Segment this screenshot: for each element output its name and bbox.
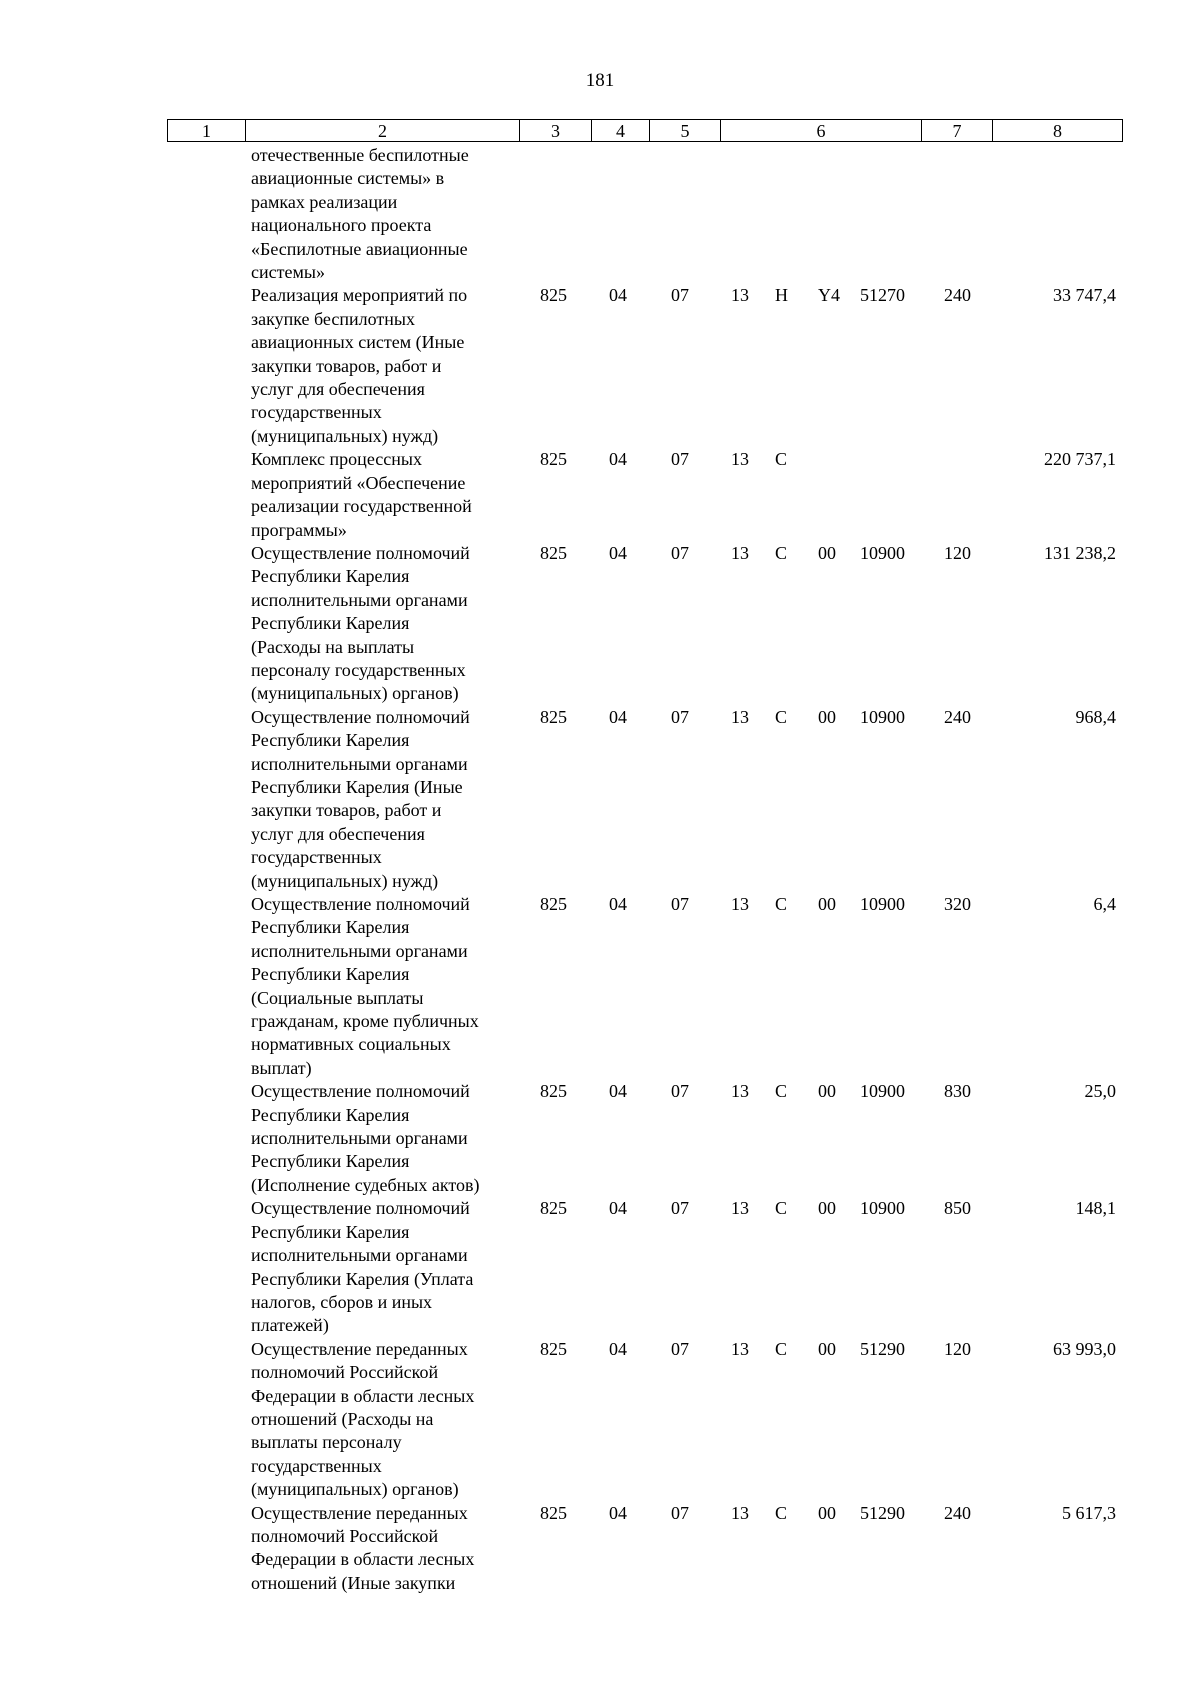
- cell-col5: 07: [671, 285, 689, 306]
- cell-col7: 240: [944, 1502, 971, 1523]
- cell-col3: 825: [540, 1338, 567, 1359]
- table-row: [0, 1080, 1200, 1197]
- table-body: [0, 144, 1200, 1595]
- cell-col8: 6,4: [1093, 894, 1116, 914]
- cell-col7: 830: [944, 1081, 971, 1102]
- cell-col4: 04: [609, 1502, 627, 1523]
- cell-col6-part1: 13: [731, 542, 749, 563]
- cell-col3: 825: [540, 1502, 567, 1523]
- cell-col6-part3: 00: [818, 1081, 836, 1102]
- cell-col6-part1: 13: [731, 1081, 749, 1102]
- cell-col3: 825: [540, 1198, 567, 1219]
- cell-col6-part1: 13: [731, 894, 749, 914]
- cell-col8: 33 747,4: [1053, 285, 1116, 306]
- cell-col7: 320: [944, 894, 971, 914]
- cell-col6-part2: С: [775, 449, 788, 470]
- cell-col7: 850: [944, 1198, 971, 1219]
- cell-col3: 825: [540, 894, 567, 914]
- cell-col6-part4: 10900: [860, 1198, 905, 1219]
- cell-col5: 07: [671, 1338, 689, 1359]
- column-header-8: 8: [993, 120, 1123, 142]
- cell-col6-part2: С: [775, 1338, 788, 1359]
- cell-col3: 825: [540, 449, 567, 470]
- column-header-1: 1: [168, 120, 246, 142]
- cell-col6-part1: 13: [731, 706, 749, 727]
- cell-col6-part2: Н: [775, 285, 788, 306]
- cell-col7: 240: [944, 285, 971, 306]
- cell-col6-part4: 10900: [860, 706, 905, 727]
- cell-col3: 825: [540, 1081, 567, 1102]
- cell-col5: 07: [671, 894, 689, 914]
- table-row: [0, 1502, 1200, 1596]
- cell-col4: 04: [609, 285, 627, 306]
- cell-col6-part1: 13: [731, 1502, 749, 1523]
- cell-col6-part1: 13: [731, 285, 749, 306]
- table-row: [0, 542, 1200, 706]
- cell-col6-part4: 10900: [860, 542, 905, 563]
- row-description: Осуществление переданных полномочий Российской Федерации в области лесных отношений (Расходы на выплаты персоналу государственных (муниципальных) органов): [251, 1338, 475, 1500]
- table-row: [0, 706, 1200, 893]
- column-header-7: 7: [922, 120, 993, 142]
- page-number: 181: [585, 70, 615, 91]
- cell-col6-part2: С: [775, 1081, 788, 1102]
- column-header-row: [168, 120, 1123, 142]
- row-description: отечественные беспилотные авиационные системы» в рамках реализации национального проекта «Беспилотные авиационные системы»: [251, 145, 469, 283]
- cell-col6-part2: С: [775, 894, 788, 914]
- cell-col6-part3: 00: [818, 706, 836, 727]
- cell-col6-part4: 51290: [860, 1338, 905, 1359]
- cell-col8: 63 993,0: [1053, 1338, 1116, 1359]
- cell-col5: 07: [671, 706, 689, 727]
- cell-col5: 07: [671, 542, 689, 563]
- cell-col5: 07: [671, 1502, 689, 1523]
- cell-col6-part4: 51270: [860, 285, 905, 306]
- row-description: Осуществление полномочий Республики Карелия исполнительными органами Республики Карелия (Уплата налогов, сборов и иных платежей): [251, 1198, 474, 1336]
- cell-col6-part1: 13: [731, 449, 749, 470]
- cell-col6-part3: 00: [818, 1338, 836, 1359]
- cell-col8: 131 238,2: [1044, 542, 1116, 563]
- column-header-5: 5: [650, 120, 721, 142]
- cell-col3: 825: [540, 285, 567, 306]
- cell-col4: 04: [609, 542, 627, 563]
- row-description: Осуществление переданных полномочий Российской Федерации в области лесных отношений (Иные закупки: [251, 1502, 475, 1593]
- row-description: Осуществление полномочий Республики Карелия исполнительными органами Республики Карелия (Социальные выплаты гражданам, кроме публичных нормативных социальных выплат): [251, 894, 479, 1078]
- column-header-6: 6: [721, 120, 922, 142]
- table-row: [0, 893, 1200, 1080]
- cell-col6-part2: С: [775, 1198, 788, 1219]
- table-row: [0, 1338, 1200, 1502]
- cell-col6-part4: 10900: [860, 1081, 905, 1102]
- column-header-3: 3: [520, 120, 592, 142]
- cell-col6-part2: С: [775, 542, 788, 563]
- cell-col6-part1: 13: [731, 1198, 749, 1219]
- cell-col6-part3: Y4: [818, 285, 840, 306]
- cell-col6-part3: 00: [818, 1198, 836, 1219]
- cell-col6-part2: С: [775, 1502, 788, 1523]
- cell-col6-part3: 00: [818, 894, 836, 914]
- cell-col8: 968,4: [1075, 706, 1116, 727]
- cell-col5: 07: [671, 1081, 689, 1102]
- cell-col6-part1: 13: [731, 1338, 749, 1359]
- cell-col6-part4: 51290: [860, 1502, 905, 1523]
- cell-col4: 04: [609, 449, 627, 470]
- cell-col4: 04: [609, 706, 627, 727]
- cell-col5: 07: [671, 449, 689, 470]
- row-description: Комплекс процессных мероприятий «Обеспечение реализации государственной программы»: [251, 449, 472, 540]
- cell-col8: 5 617,3: [1062, 1502, 1116, 1523]
- cell-col6-part4: 10900: [860, 894, 905, 914]
- cell-col7: 120: [944, 542, 971, 563]
- cell-col8: 220 737,1: [1044, 449, 1116, 470]
- row-description: Осуществление полномочий Республики Карелия исполнительными органами Республики Карелия (Исполнение судебных актов): [251, 1081, 480, 1195]
- cell-col4: 04: [609, 1081, 627, 1102]
- cell-col3: 825: [540, 542, 567, 563]
- cell-col7: 240: [944, 706, 971, 727]
- table-row: [0, 448, 1200, 542]
- table-row: [0, 144, 1200, 284]
- cell-col4: 04: [609, 1338, 627, 1359]
- column-header-2: 2: [246, 120, 520, 142]
- cell-col6-part3: 00: [818, 1502, 836, 1523]
- cell-col7: 120: [944, 1338, 971, 1359]
- column-header-table: [167, 119, 1123, 142]
- table-row: [0, 1197, 1200, 1337]
- row-description: Реализация мероприятий по закупке беспилотных авиационных систем (Иные закупки товаров, работ и услуг для обеспечения государственных (муниципальных) нужд): [251, 285, 468, 446]
- cell-col6-part3: 00: [818, 542, 836, 563]
- cell-col4: 04: [609, 894, 627, 914]
- table-row: [0, 284, 1200, 448]
- column-header-4: 4: [592, 120, 650, 142]
- cell-col3: 825: [540, 706, 567, 727]
- cell-col4: 04: [609, 1198, 627, 1219]
- cell-col8: 25,0: [1084, 1081, 1116, 1102]
- cell-col6-part2: С: [775, 706, 788, 727]
- cell-col5: 07: [671, 1198, 689, 1219]
- row-description: Осуществление полномочий Республики Карелия исполнительными органами Республики Карелия (Расходы на выплаты персоналу государственных (муниципальных) органов): [251, 542, 470, 704]
- cell-col8: 148,1: [1075, 1198, 1116, 1219]
- row-description: Осуществление полномочий Республики Карелия исполнительными органами Республики Карелия (Иные закупки товаров, работ и услуг для обеспечения государственных (муниципальных) нужд): [251, 706, 470, 891]
